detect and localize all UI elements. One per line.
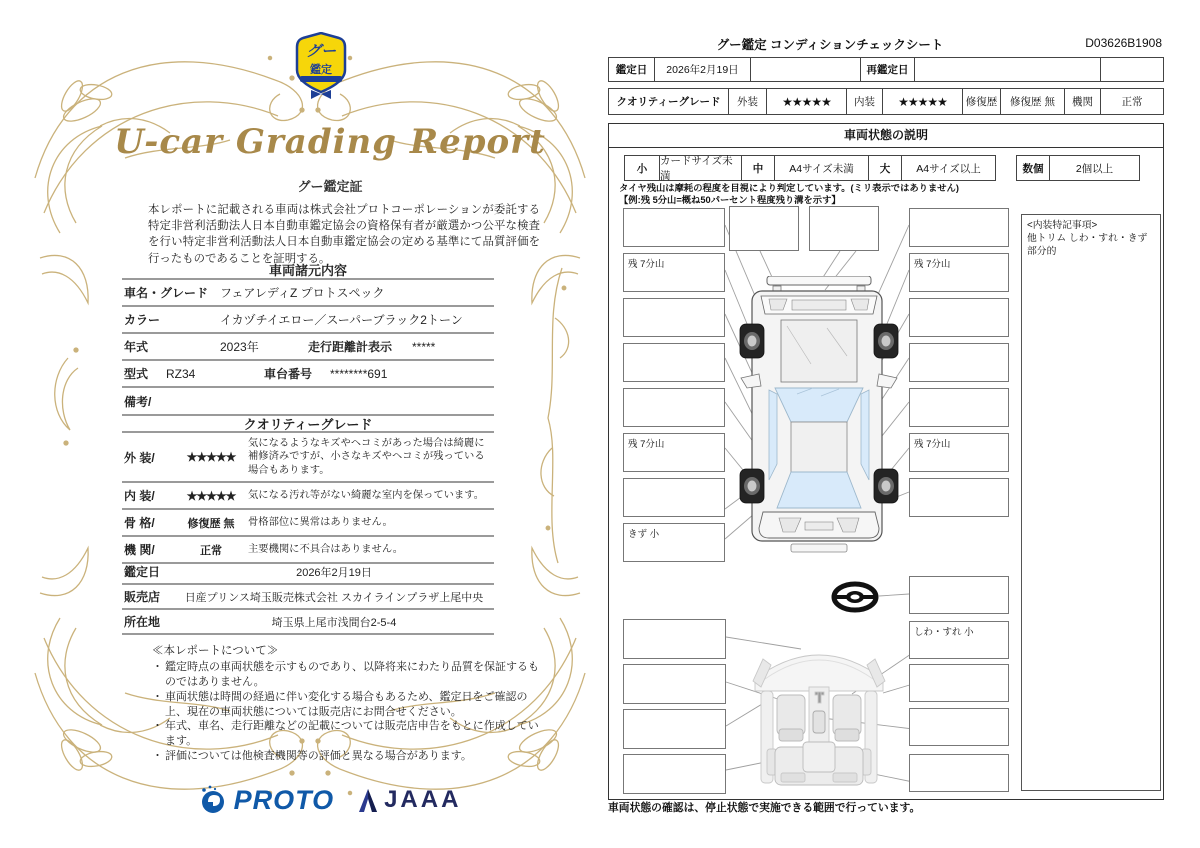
- jaaa-logo: [356, 786, 461, 814]
- interior-notes-body: 他トリム しわ・すれ・きず 部分的: [1027, 233, 1148, 258]
- table-row: [122, 280, 494, 307]
- tire-tread-label: 残 7分山: [914, 259, 951, 270]
- spec-value: フェアレディZ プロトスペック: [220, 286, 385, 300]
- quality-label: 骨 格/: [124, 516, 155, 531]
- interior-notes-title: <内装特記事項>: [1027, 220, 1098, 231]
- about-bullet-text: 評価については他検査機関等の評価と異なる場合があります。: [165, 749, 472, 762]
- damage-note-label: [910, 709, 1008, 713]
- steering-wheel-icon: [831, 581, 879, 613]
- tire-tread-label: 残 7分山: [628, 259, 665, 270]
- table-row: [122, 560, 494, 585]
- info-value: 2026年2月19日: [296, 566, 372, 579]
- damage-note-box: [623, 709, 726, 749]
- damage-note-label: [624, 620, 725, 624]
- table-row: [122, 433, 494, 483]
- table-row: [122, 307, 494, 334]
- damage-note-box: [623, 433, 725, 472]
- damage-note-label: [624, 755, 725, 759]
- page-subtitle: グー鑑定証: [297, 179, 363, 194]
- damage-note-box: [623, 298, 725, 337]
- proto-logo: [199, 784, 335, 816]
- damage-note-box: [623, 754, 726, 794]
- jaaa-logo-text: JAAA: [384, 786, 462, 813]
- bullet-dot: ・: [152, 690, 163, 703]
- damage-note-label: [624, 389, 724, 393]
- damage-note-box: [809, 206, 879, 251]
- spec-section-title: 車両諸元内容: [268, 263, 347, 278]
- spec-label: カラー: [124, 313, 161, 327]
- about-bullet: [152, 719, 544, 748]
- table-row: [122, 361, 494, 388]
- condition-title: 車両状態の説明: [609, 124, 1163, 148]
- quality-desc: 気になる汚れ等がない綺麗な室内を保っています。: [248, 489, 485, 501]
- damage-note-box: [909, 433, 1009, 472]
- damage-note-box: [909, 253, 1009, 292]
- damage-note-label: [910, 665, 1008, 669]
- damage-note-box: [623, 523, 725, 562]
- appraisal-info-table: [122, 560, 494, 635]
- damage-note-box: [729, 206, 799, 251]
- damage-note-box: [909, 576, 1009, 614]
- page-title: U-car Grading Report: [114, 122, 546, 162]
- legend-small-label: 小: [625, 156, 660, 180]
- damage-note-label: [910, 299, 1008, 303]
- damage-note-box: [909, 621, 1009, 659]
- spec-label: 年式: [124, 340, 149, 354]
- damage-note-label: [910, 209, 1008, 213]
- damage-note-label: [910, 755, 1008, 759]
- vehicle-spec-table: [122, 278, 494, 416]
- damage-note-label: [624, 479, 724, 483]
- damage-note-label: [624, 665, 725, 669]
- count-legend-table: [1016, 155, 1140, 181]
- goo-kantei-badge: [294, 32, 348, 100]
- date-label: 鑑定日: [609, 58, 655, 81]
- spec-label: 備考/: [124, 394, 152, 409]
- about-bullet-text: 鑑定時点の車両状態を示すものであり、以降将来にわたり品質を保証するものではありません。: [165, 661, 539, 689]
- info-label: 鑑定日: [124, 565, 161, 579]
- spec-value: ********691: [330, 366, 388, 381]
- about-bullet: [152, 660, 544, 689]
- spec-label: 走行距離計表示: [308, 340, 393, 354]
- legend-medium-value: A4サイズ未満: [775, 156, 869, 180]
- proto-mascot-icon: [199, 784, 229, 816]
- damage-note-box: [909, 388, 1009, 427]
- bullet-dot: ・: [152, 661, 163, 674]
- damage-note-box: [909, 754, 1009, 792]
- empty-cell: [1101, 58, 1163, 81]
- quality-desc: 骨格部位に異常はありません。: [248, 516, 393, 528]
- about-heading: ≪本レポートについて≫: [152, 645, 279, 657]
- certificate-page: [30, 18, 590, 833]
- document-id: D03626B1908: [1085, 36, 1162, 50]
- damage-note-box: [623, 208, 725, 247]
- vehicle-condition-box: [608, 123, 1164, 800]
- tire-tread-label: 残 7分山: [914, 439, 951, 450]
- tire-note-line2: 【例:残 5分山=概ね50パーセント程度残り溝を示す】: [619, 194, 841, 205]
- info-value: 日産プリンス埼玉販売株式会社 スカイラインプラザ上尾中央: [184, 591, 484, 604]
- wheel-icon: [874, 324, 898, 358]
- footer-note: 車両状態の確認は、停止状態で実施できる範囲で行っています。: [608, 802, 921, 814]
- quality-desc: 主要機関に不具合はありません。: [248, 543, 404, 555]
- legend-medium-label: 中: [742, 156, 775, 180]
- info-label: 所在地: [124, 615, 161, 629]
- quality-label: 外 装/: [124, 450, 155, 465]
- wheel-icon: [740, 469, 764, 503]
- wrinkle-note-label: しわ・すれ 小: [914, 627, 974, 638]
- spec-label: 車台番号: [264, 367, 313, 381]
- damage-note-box: [623, 253, 725, 292]
- sheet-title: グー鑑定 コンディションチェックシート: [716, 38, 944, 52]
- info-label: 販売店: [124, 590, 161, 604]
- legend-large-value: A4サイズ以上: [916, 162, 981, 175]
- appraisal-date-table: [608, 57, 1164, 82]
- damage-note-label: [910, 479, 1008, 483]
- repair-value: 修復歴 無: [1001, 89, 1065, 114]
- damage-note-box: [623, 478, 725, 517]
- spec-label: 型式: [124, 367, 149, 381]
- tire-note-line1: タイヤ残山は摩耗の程度を目視により判定しています。(ミリ表示ではありません): [619, 183, 959, 193]
- quality-stars: ★★★★★: [186, 450, 236, 465]
- spec-value: 2023年: [220, 340, 259, 354]
- wheel-icon: [740, 324, 764, 358]
- legend-small-value: カードサイズ未満: [660, 156, 742, 180]
- about-bullet: [152, 749, 544, 764]
- about-bullet: [152, 690, 544, 719]
- damage-note-label: [624, 299, 724, 303]
- table-row: [122, 585, 494, 610]
- legend-large-label: 大: [869, 156, 902, 180]
- quality-grade-table: [122, 431, 494, 564]
- table-row: [122, 388, 494, 416]
- damage-note-box: [623, 664, 726, 704]
- damage-note-box: [909, 708, 1009, 746]
- table-row: [122, 483, 494, 510]
- wheel-icon: [874, 469, 898, 503]
- car-top-view-diagram: [739, 276, 899, 556]
- damage-note-label: [624, 209, 724, 213]
- damage-note-label: [810, 207, 878, 211]
- damage-note-box: [909, 478, 1009, 517]
- car-interior-diagram: [749, 629, 889, 794]
- date-value: 2026年2月19日: [655, 58, 751, 81]
- damage-note-box: [623, 343, 725, 382]
- redate-label: 再鑑定日: [861, 58, 915, 81]
- certificate-statement: 本レポートに記載される車両は株式会社プロトコーポレーションが委託する特定非営利活動法人日本自動車鑑定協会の資格保有者が厳選かつ公平な検査を行い特定非営利活動法人日本自動車鑑定協会の定める基準にて品質評価を行ったものであることを証明する。: [148, 204, 540, 265]
- damage-note-label: [910, 344, 1008, 348]
- mechanical-value: 正常: [1121, 96, 1143, 108]
- scratch-note-label: きず 小: [628, 529, 660, 540]
- spec-value: RZ34: [166, 366, 196, 381]
- damage-note-box: [623, 388, 725, 427]
- about-bullet-text: 車両状態は時間の経過に伴い変化する場合もあるため、鑑定日をご確認の上、現在の車両状態については販売店にお問合せください。: [165, 690, 528, 718]
- bullet-dot: ・: [152, 749, 163, 762]
- shield-badge-icon: [294, 32, 348, 100]
- mechanical-label: 機関: [1065, 89, 1101, 114]
- damage-note-label: [910, 389, 1008, 393]
- quality-section-title: クオリティーグレード: [243, 417, 373, 432]
- table-row: [122, 610, 494, 635]
- damage-note-box: [623, 619, 726, 659]
- badge-top-text: グー: [305, 43, 337, 60]
- spec-value: *****: [412, 339, 436, 354]
- footer-logos: [150, 784, 510, 816]
- damage-note-box: [909, 664, 1009, 702]
- damage-note-box: [909, 343, 1009, 382]
- quality-value: 修復歴 無: [187, 517, 235, 530]
- quality-value: 正常: [200, 544, 222, 557]
- damage-note-box: [909, 298, 1009, 337]
- repair-label: 修復歴: [963, 89, 1001, 114]
- table-row: [122, 334, 494, 361]
- tire-note: [619, 183, 959, 206]
- quality-stars: ★★★★★: [186, 488, 236, 503]
- spec-value: イカヅチイエロー／スーパーブラック2トーン: [220, 313, 463, 327]
- badge-bottom-text: 鑑定: [310, 64, 332, 76]
- interior-notes-box: [1021, 214, 1161, 791]
- interior-stars: ★★★★★: [883, 89, 963, 114]
- grade-row-label: クオリティーグレード: [609, 89, 729, 114]
- damage-note-label: [910, 577, 1008, 581]
- quality-desc: 気になるようなキズやヘコミがあった場合は綺麗に補修済みですが、小さなキズやヘコミが残っている場合もあります。: [248, 438, 485, 476]
- damage-note-label: [624, 344, 724, 348]
- table-row: [122, 510, 494, 537]
- size-legend-table: [624, 155, 996, 181]
- count-label: 数個: [1017, 156, 1050, 180]
- bullet-dot: ・: [152, 720, 163, 733]
- about-report-section: [152, 644, 544, 764]
- empty-cell: [751, 58, 861, 81]
- exterior-label: 外装: [729, 89, 767, 114]
- damage-note-label: [624, 710, 725, 714]
- damage-note-box: [909, 208, 1009, 247]
- count-value: 2個以上: [1075, 162, 1114, 175]
- damage-note-label: [730, 207, 798, 211]
- interior-label: 内装: [847, 89, 883, 114]
- jaaa-triangle-icon: [356, 786, 380, 814]
- redate-value: [915, 58, 1101, 81]
- spec-label: 車名・グレード: [124, 286, 209, 300]
- tire-tread-label: 残 7分山: [628, 439, 665, 450]
- quality-grade-row: [608, 88, 1164, 115]
- proto-logo-text: PROTO: [233, 784, 335, 815]
- quality-label: 内 装/: [124, 489, 155, 504]
- about-bullet-text: 年式、車名、走行距離などの記載については販売店申告をもとに作成しています。: [165, 720, 539, 748]
- exterior-stars: ★★★★★: [767, 89, 847, 114]
- quality-label: 機 関/: [124, 543, 155, 558]
- info-value: 埼玉県上尾市浅間台2-5-4: [271, 616, 397, 629]
